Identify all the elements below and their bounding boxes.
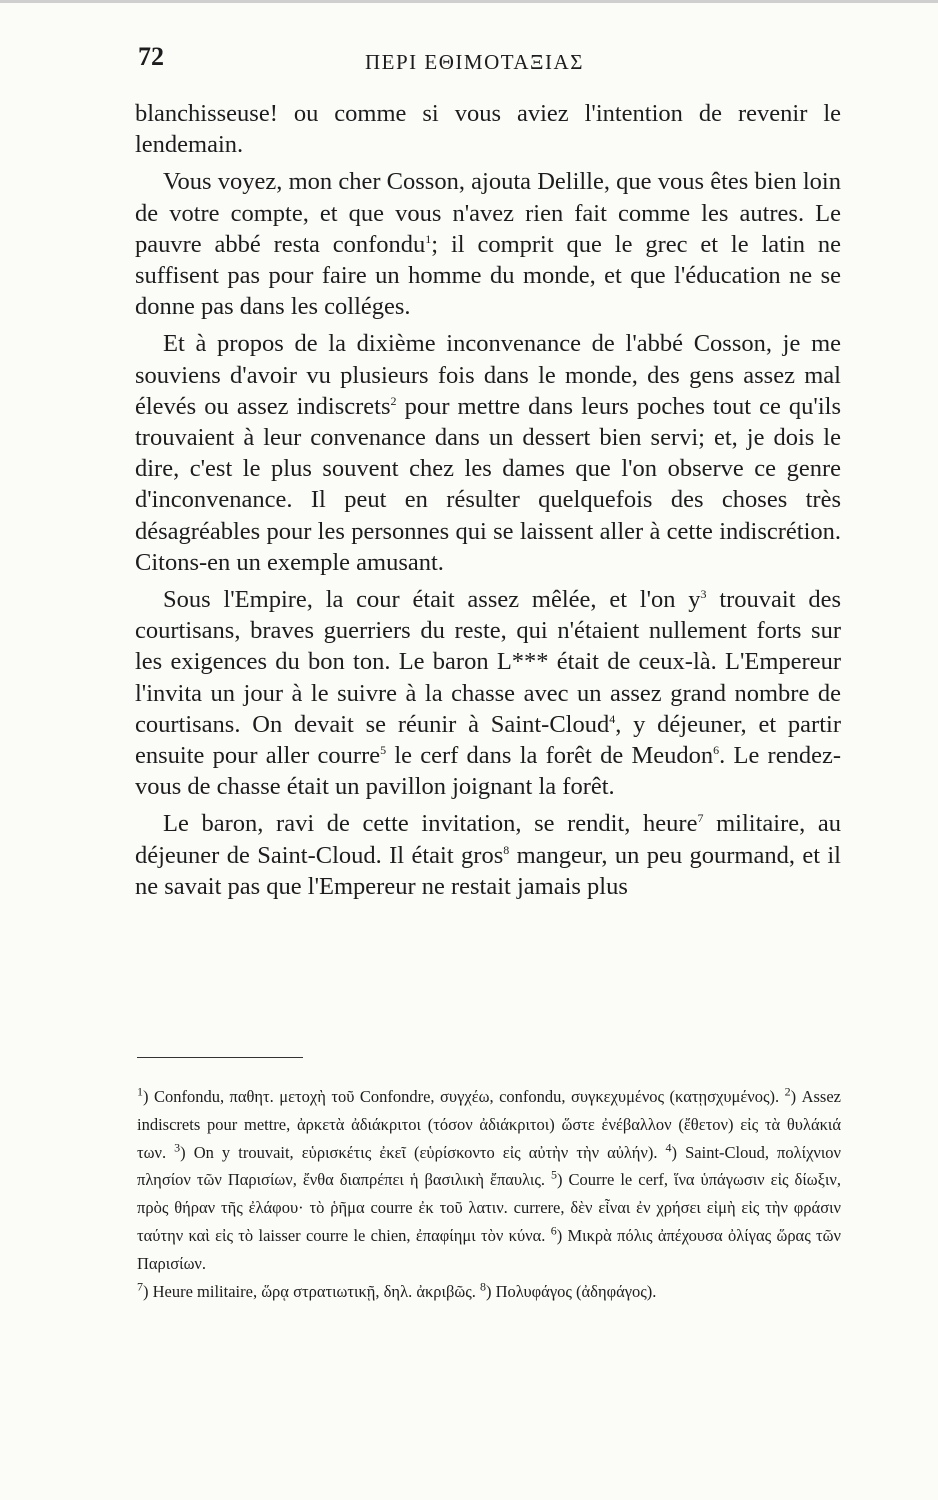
paragraph-5-text-c: mangeur, un peu gourmand, et il ne savait pas que l'Empereur ne restait jamais plus [135, 841, 841, 900]
running-title: ΠΕΡΙ ΕΘΙΜΟΤΑΞΙΑΣ [365, 50, 584, 74]
paragraph-1 [135, 98, 841, 160]
paragraph-1-text: blanchisseuse! ou comme si vous aviez l'intention de revenir le lendemain. [135, 100, 841, 159]
paragraph-2 [135, 166, 841, 322]
footnote-ref-8: 8 [503, 842, 510, 857]
paragraph-3-text-a: Et à propos de la dixième inconvenance de l'abbé Cosson, je me souviens d'avoir vu plusieurs fois dans le monde, des gens assez mal élevés ou assez indiscrets [135, 330, 841, 420]
footnotes [137, 1083, 841, 1305]
footnotes-last-line [137, 1278, 841, 1306]
paragraph-5 [135, 808, 841, 902]
footnote-5: ) Courre le cerf, ἵνα ὑπάγωσιν εἰς δίωξιν, πρὸς θήραν τῆς ἐλάφου· τὸ ῥῆμα courre ἐκ τοῦ λατιν. currere, δὲν εἶναι ἐν χρήσει εἰμὴ εἰς τὴν φράσιν ταύτην καὶ εἰς τὸ laisser courre le chien, ἐπαφίημι τὸν κύνα. [137, 1170, 842, 1245]
footnote-ref-5: 5 [380, 742, 387, 757]
body-text [135, 98, 841, 902]
footnote-1: ) Confondu, παθητ. μετοχὴ τοῦ Confondre, συγχέω, confondu, συγκεχυμένος (κατῃσχυμένος). [143, 1087, 780, 1106]
footnote-num-2: 2 [784, 1084, 791, 1099]
footnote-7: ) Heure militaire, ὥρᾳ στρατιωτικῇ, δηλ. ἀκριβῶς. [143, 1281, 476, 1301]
footnote-ref-4: 4 [609, 711, 616, 726]
page-number: 72 [138, 42, 164, 71]
paragraph-4-text-e: . Le rendez-vous de chasse était un pavillon joignant la forêt. [135, 742, 841, 801]
footnote-ref-7: 7 [697, 811, 704, 826]
footnote-2: ) Assez indiscrets pour mettre, ἀρκετὰ ἀδιάκριτοι (τόσον ἀδιάκριτοι) ὥστε ἐνέβαλλον (ἔθετον) εἰς τὰ θυλάκιά των. [137, 1087, 841, 1162]
paragraph-4-text-c: , y déjeuner, et partir ensuite pour aller courre [135, 710, 841, 770]
footnote-num-1: 1 [137, 1084, 143, 1099]
footnote-ref-1: 1 [425, 231, 432, 246]
footnote-num-5: 5 [551, 1167, 558, 1182]
footnotes-block [137, 1083, 841, 1278]
footnote-ref-3: 3 [700, 586, 707, 601]
paragraph-5-text-a: Le baron, ravi de cette invitation, se rendit, heure [163, 810, 698, 838]
paragraph-5-text-b: militaire, au déjeuner de Saint-Cloud. Il était gros [135, 810, 842, 869]
paragraph-2-text-a: Vous voyez, mon cher Cosson, ajouta Delille, que vous êtes bien loin de votre compte, et que vous n'avez rien fait comme les autres. Le pauvre abbé resta confondu [135, 168, 841, 258]
footnote-num-8: 8 [480, 1279, 486, 1294]
footnote-num-6: 6 [550, 1223, 557, 1238]
paragraph-3-text-b: pour mettre dans leurs poches tout ce qu'ils trouvaient à leur convenance dans un dessert bien servi; et, je dois le dire, c'est le plus souvent chez les dames que l'on observe ce genre d'inconvenance. Il peut en résulter quelquefois des choses très désagréables pour les personnes qui se laissent aller à cette indiscrétion. Citons-en un exemple amusant. [135, 392, 841, 576]
footnote-ref-6: 6 [713, 742, 720, 757]
footnote-3: ) On y trouvait, εὑρισκέτις ἐκεῖ (εὑρίσκοντο εἰς αὐτὴν τὴν αὐλήν). [180, 1142, 658, 1162]
paragraph-4 [135, 584, 841, 802]
footnote-num-4: 4 [665, 1140, 672, 1155]
footnote-num-3: 3 [174, 1140, 181, 1155]
footnote-ref-2: 2 [390, 393, 397, 408]
paragraph-4-text-d: le cerf dans la forêt de Meudon [386, 742, 714, 770]
footnote-4: ) Saint-Cloud, πολίχνιον πλησίον τῶν Παρισίων, ἔνθα διαπρέπει ἡ βασιλικὴ ἔπαυλις. [137, 1142, 841, 1190]
footnote-divider [137, 1057, 303, 1058]
footnote-6: ) Μικρὰ πόλις ἀπέχουσα ὀλίγας ὥρας τῶν Παρισίων. [137, 1225, 842, 1273]
paragraph-4-text-b: trouvait des courtisans, braves guerriers du reste, qui n'étaient nullement forts sur les exigences du bon ton. Le baron L*** était de ceux-là. L'Empereur l'invita un jour à le suivre à la chasse avec un assez grand nombre de courtisans. On devait se réunir à Saint-Cloud [135, 586, 841, 738]
scan-edge [0, 0, 938, 3]
footnote-8: ) Πολυφάγος (ἀδηφάγος). [486, 1281, 657, 1301]
paragraph-4-text-a: Sous l'Empire, la cour était assez mêlée, et l'on y [163, 586, 701, 614]
footnote-num-7: 7 [137, 1279, 143, 1294]
paragraph-3 [135, 328, 841, 578]
paragraph-2-text-b: ; il comprit que le grec et le latin ne suffisent pas pour faire un homme du monde, et que l'éducation ne se donne pas dans les colléges. [135, 230, 841, 321]
